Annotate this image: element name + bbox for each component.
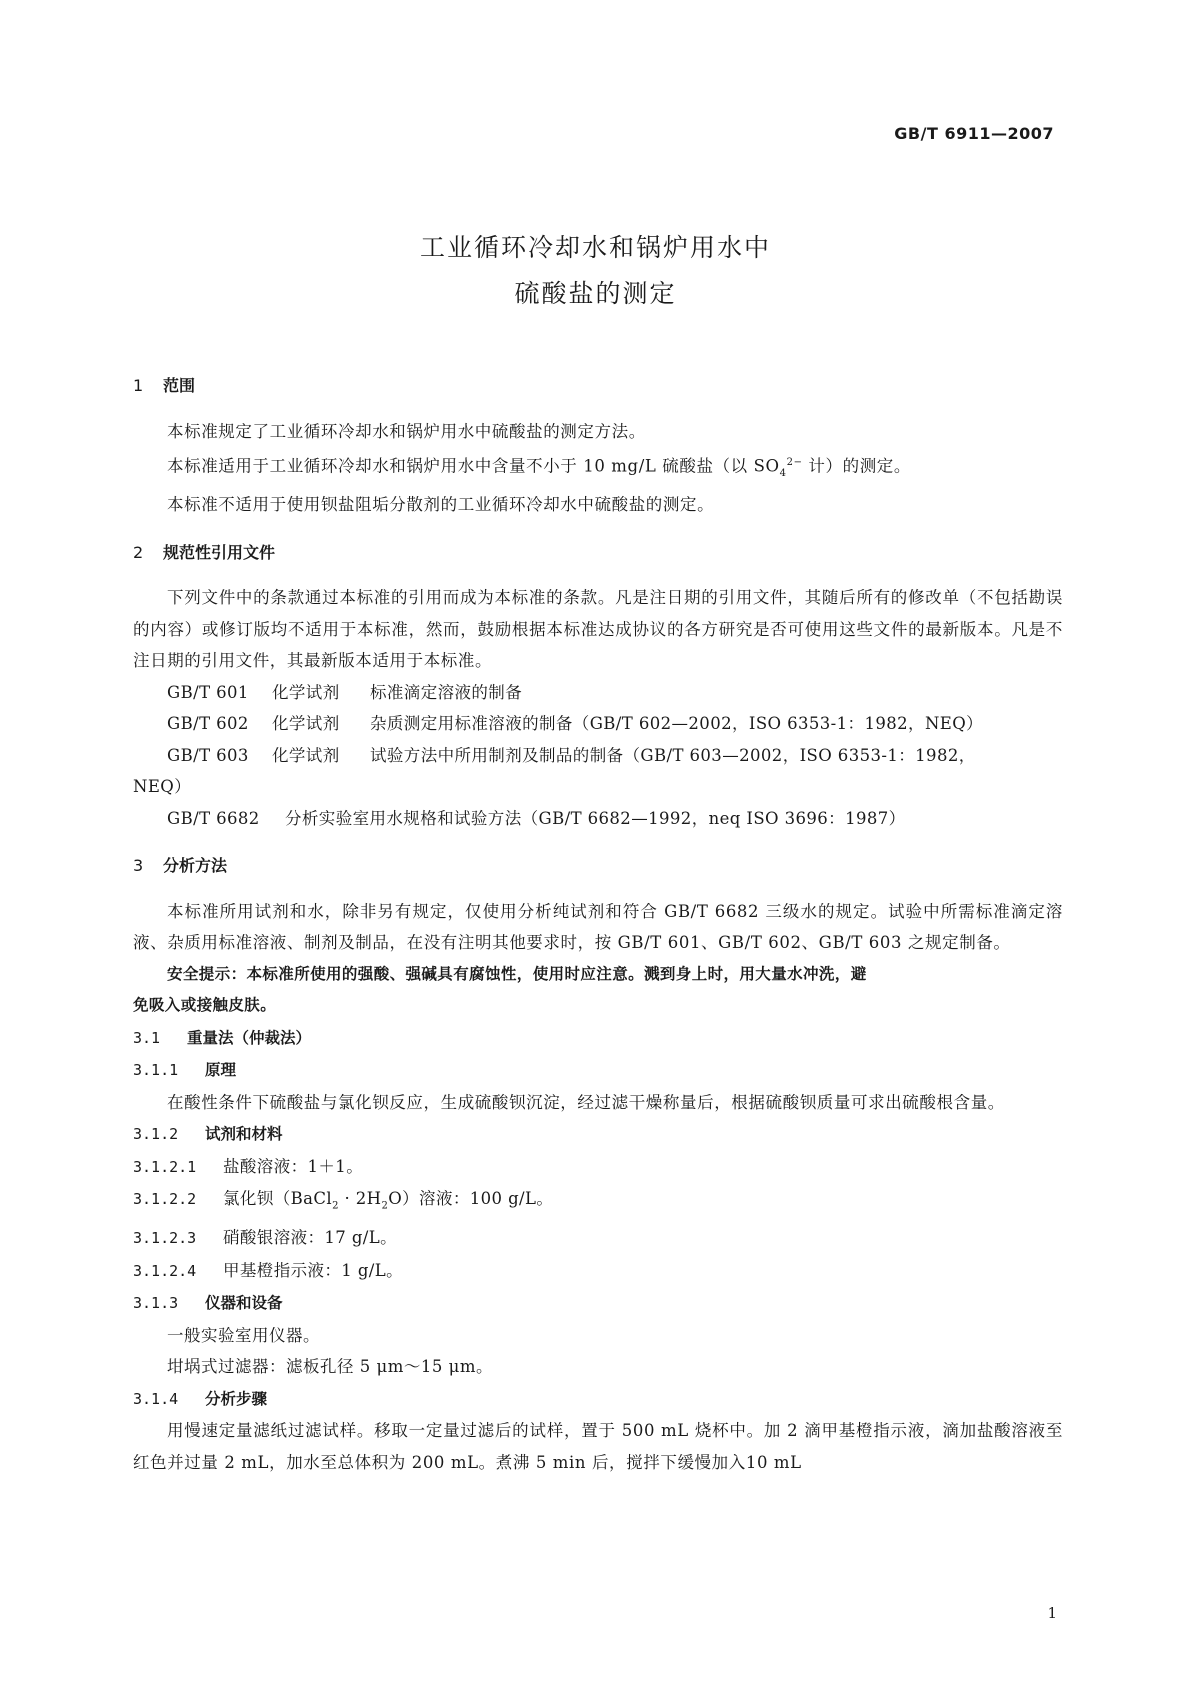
subsection-3-1-3 — [133, 1287, 1063, 1320]
subsection-number: 3.1.3 — [133, 1294, 179, 1313]
section-title: 范围 — [163, 376, 196, 395]
reference-title: 试验方法中所用制剂及制品的制备（GB/T 603—2002，ISO 6353-1：1982， — [370, 745, 976, 765]
subsection-3-1-1 — [133, 1054, 1063, 1087]
subscript: 4 — [779, 467, 787, 479]
reference-code: GB/T 603 — [167, 745, 249, 765]
reference-category: 化学试剂 — [272, 682, 340, 702]
item-number: 3.1.2.1 — [133, 1157, 197, 1176]
item-number: 3.1.2.4 — [133, 1261, 197, 1280]
apparatus-line-2: 坩埚式过滤器：滤板孔径 5 μm～15 μm。 — [167, 1357, 493, 1377]
superscript: 2− — [786, 457, 803, 468]
reagent-item — [133, 1183, 1063, 1222]
scope-paragraph-2 — [133, 447, 1063, 489]
reference-category: 化学试剂 — [272, 714, 340, 734]
section-1-heading — [133, 370, 1063, 402]
subsection-title: 分析步骤 — [205, 1389, 268, 1408]
reagent-item — [133, 1222, 1063, 1255]
formula-part: · 2H — [338, 1189, 382, 1209]
section-number: 3 — [133, 856, 144, 876]
reference-category: 化学试剂 — [272, 745, 340, 765]
subsection-number: 3.1.1 — [133, 1061, 179, 1080]
reference-item — [133, 708, 1063, 740]
safety-notice-continued: 免吸入或接触皮肤。 — [133, 996, 277, 1015]
subsection-number: 3.1.2 — [133, 1125, 179, 1144]
reference-title: 标准滴定溶液的制备 — [370, 682, 523, 702]
subsection-title: 试剂和材料 — [205, 1125, 283, 1144]
subscript: 2 — [332, 1200, 339, 1212]
standard-number: GB/T 6911—2007 — [894, 124, 1054, 143]
item-text — [223, 1189, 554, 1212]
reference-item — [133, 677, 1063, 709]
scope-paragraph-1: 本标准规定了工业循环冷却水和锅炉用水中硫酸盐的测定方法。 — [167, 421, 646, 441]
subsection-title: 原理 — [205, 1061, 237, 1080]
formula-part: O）溶液：100 g/L。 — [388, 1189, 554, 1209]
reference-code: GB/T 601 — [167, 682, 249, 702]
reference-item — [133, 740, 1063, 772]
reference-title: 杂质测定用标准溶液的制备（GB/T 602—2002，ISO 6353-1：1982，NEQ） — [370, 714, 984, 734]
section-number: 1 — [133, 376, 144, 395]
subsection-3-1-4 — [133, 1383, 1063, 1416]
reference-wrap: NEQ） — [133, 777, 192, 797]
formula-part: 氯化钡（BaCl — [223, 1189, 333, 1209]
item-number: 3.1.2.3 — [133, 1229, 197, 1248]
reference-code: GB/T 602 — [167, 714, 249, 734]
subsection-number: 3.1 — [133, 1028, 161, 1047]
apparatus-line-1: 一般实验室用仪器。 — [167, 1325, 320, 1345]
reference-code: GB/T 6682 — [167, 808, 260, 828]
subsection-number: 3.1.4 — [133, 1389, 179, 1408]
scope-text: 计）的测定。 — [802, 456, 912, 476]
item-text: 硝酸银溶液：17 g/L。 — [223, 1228, 398, 1248]
item-text: 甲基橙指示液：1 g/L。 — [223, 1260, 404, 1280]
safety-notice: 安全提示：本标准所使用的强酸、强碱具有腐蚀性，使用时应注意。溅到身上时，用大量水冲洗，避 — [167, 964, 867, 983]
subsection-title: 仪器和设备 — [205, 1294, 283, 1313]
scope-paragraph-3: 本标准不适用于使用钡盐阻垢分散剂的工业循环冷却水中硫酸盐的测定。 — [167, 495, 715, 515]
subsection-title: 重量法（仲裁法） — [187, 1028, 312, 1047]
subscript: 2 — [381, 1200, 389, 1212]
references-intro: 下列文件中的条款通过本标准的引用而成为本标准的条款。凡是注日期的引用文件，其随后所有的修改单（不包括勘误的内容）或修订版均不适用于本标准，然而，鼓励根据本标准达成协议的各方研究是否可使用这些文件的最新版本。凡是不注日期的引用文件，其最新版本适用于本标准。 — [133, 588, 1063, 671]
reagent-item — [133, 1255, 1063, 1288]
section-number: 2 — [133, 542, 144, 562]
methods-intro: 本标准所用试剂和水，除非另有规定，仅使用分析纯试剂和符合 GB/T 6682 三级水的规定。试验中所需标准滴定溶液、杂质用标准溶液、制剂及制品，在没有注明其他要求时，按 GB/T 601、GB/T 602、GB/T 603 之规定制备。 — [133, 901, 1063, 953]
reference-item — [133, 803, 1063, 835]
item-number: 3.1.2.2 — [133, 1190, 197, 1209]
reagent-item — [133, 1151, 1063, 1184]
scope-text: 本标准适用于工业循环冷却水和锅炉用水中含量不小于 10 mg/L 硫酸盐（以 SO — [167, 456, 780, 476]
section-3-heading — [133, 850, 1063, 882]
item-text: 盐酸溶液：1＋1。 — [223, 1156, 364, 1176]
principle-text: 在酸性条件下硫酸盐与氯化钡反应，生成硫酸钡沉淀，经过滤干燥称量后，根据硫酸钡质量可求出硫酸根含量。 — [167, 1092, 1005, 1112]
procedure-text: 用慢速定量滤纸过滤试样。移取一定量过滤后的试样，置于 500 mL 烧杯中。加 2 滴甲基橙指示液，滴加盐酸溶液至红色并过量 2 mL，加水至总体积为 200 mL。煮沸 5 min 后，搅拌下缓慢加入10 mL — [133, 1421, 1063, 1472]
subsection-3-1-2 — [133, 1118, 1063, 1151]
document-body — [133, 370, 1063, 1478]
document-title-line-2: 硫酸盐的测定 — [514, 279, 677, 308]
section-2-heading — [133, 537, 1063, 569]
reference-title: 分析实验室用水规格和试验方法（GB/T 6682—1992，neq ISO 3696：1987） — [285, 808, 906, 828]
section-title: 规范性引用文件 — [163, 542, 276, 562]
subsection-3-1 — [133, 1022, 1063, 1055]
section-title: 分析方法 — [163, 856, 228, 876]
page-number: 1 — [1047, 1604, 1057, 1622]
document-title-line-1: 工业循环冷却水和锅炉用水中 — [419, 233, 771, 262]
